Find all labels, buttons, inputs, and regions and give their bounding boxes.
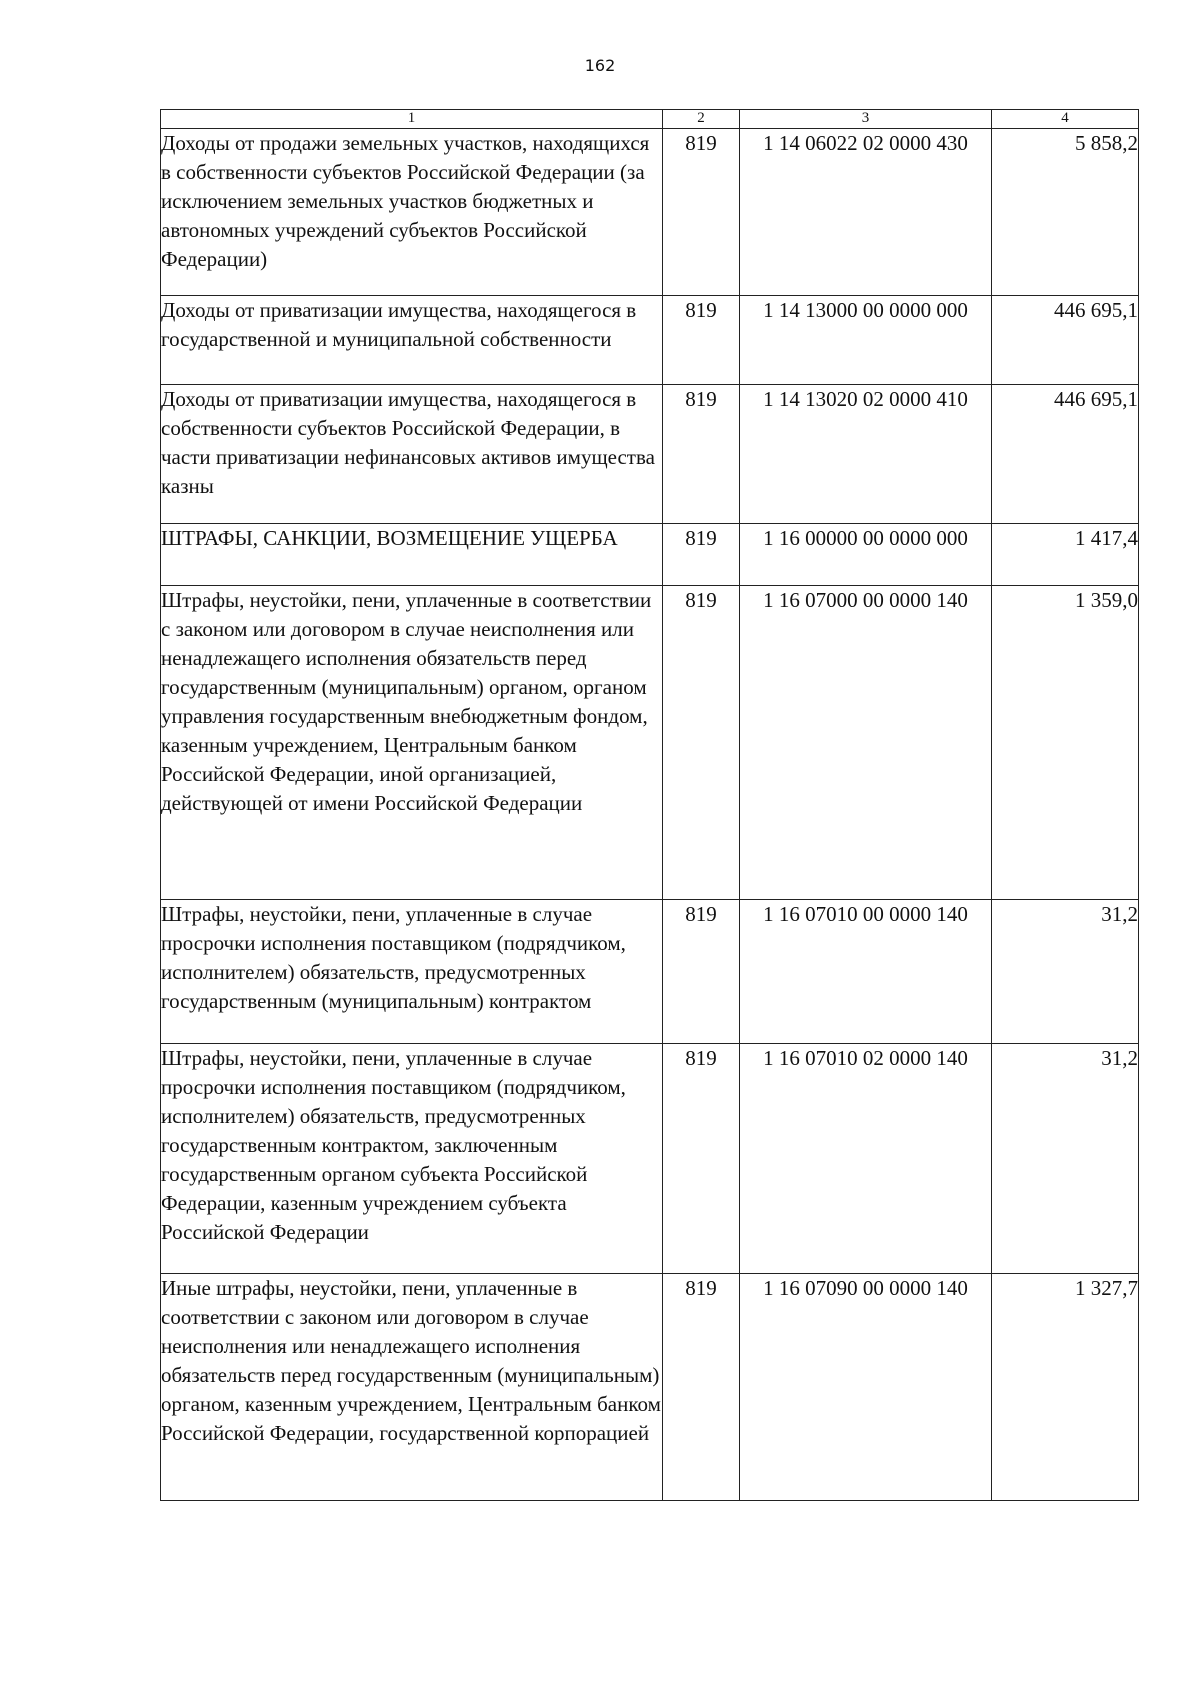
row-name: Доходы от приватизации имущества, находящегося в собственности субъектов Российской Федерации, в части приватизации нефинансовых активов имущества казны	[161, 385, 663, 524]
row-sum: 31,2	[992, 900, 1139, 1044]
row-sum: 1 417,4	[992, 524, 1139, 586]
row-kbk-code: 1 16 07090 00 0000 140	[740, 1274, 992, 1501]
row-sum: 5 858,2	[992, 129, 1139, 296]
row-admin-code: 819	[663, 586, 740, 900]
row-admin-code: 819	[663, 524, 740, 586]
row-admin-code: 819	[663, 385, 740, 524]
table-row	[161, 586, 1139, 900]
column-header-sum: 4	[992, 110, 1139, 129]
column-header-admin: 2	[663, 110, 740, 129]
table-row	[161, 900, 1139, 1044]
table-row	[161, 385, 1139, 524]
row-name: Штрафы, неустойки, пени, уплаченные в случае просрочки исполнения поставщиком (подрядчиком, исполнителем) обязательств, предусмотренных государственным контрактом, заключенным государственным органом субъекта Российской Федерации, казенным учреждением субъекта Российской Федерации	[161, 1044, 663, 1274]
column-header-name: 1	[161, 110, 663, 129]
table-row	[161, 524, 1139, 586]
row-name: Штрафы, неустойки, пени, уплаченные в соответствии с законом или договором в случае неисполнения или ненадлежащего исполнения обязательств перед государственным (муниципальным) органом, органом управления государственным внебюджетным фондом, казенным учреждением, Центральным банком Российской Федерации, иной организацией, действующей от имени Российской Федерации	[161, 586, 663, 900]
row-admin-code: 819	[663, 900, 740, 1044]
row-kbk-code: 1 14 13000 00 0000 000	[740, 296, 992, 385]
row-admin-code: 819	[663, 129, 740, 296]
row-name: ШТРАФЫ, САНКЦИИ, ВОЗМЕЩЕНИЕ УЩЕРБА	[161, 524, 663, 586]
table-row	[161, 129, 1139, 296]
row-sum: 446 695,1	[992, 296, 1139, 385]
row-kbk-code: 1 14 13020 02 0000 410	[740, 385, 992, 524]
revenue-table	[160, 109, 1139, 1501]
row-sum: 31,2	[992, 1044, 1139, 1274]
table-row	[161, 1274, 1139, 1501]
table-header-row	[161, 110, 1139, 129]
table-row	[161, 1044, 1139, 1274]
page-number: 162	[584, 56, 616, 75]
row-admin-code: 819	[663, 1274, 740, 1501]
row-kbk-code: 1 16 00000 00 0000 000	[740, 524, 992, 586]
table-row	[161, 296, 1139, 385]
row-sum: 1 359,0	[992, 586, 1139, 900]
row-admin-code: 819	[663, 296, 740, 385]
row-sum: 1 327,7	[992, 1274, 1139, 1501]
row-admin-code: 819	[663, 1044, 740, 1274]
row-kbk-code: 1 16 07000 00 0000 140	[740, 586, 992, 900]
column-header-kbk: 3	[740, 110, 992, 129]
row-name: Иные штрафы, неустойки, пени, уплаченные в соответствии с законом или договором в случае неисполнения или ненадлежащего исполнения обязательств перед государственным (муниципальным) органом, казенным учреждением, Центральным банком Российской Федерации, государственной корпорацией	[161, 1274, 663, 1501]
row-name: Доходы от продажи земельных участков, находящихся в собственности субъектов Российской Федерации (за исключением земельных участков бюджетных и автономных учреждений субъектов Российской Федерации)	[161, 129, 663, 296]
row-kbk-code: 1 14 06022 02 0000 430	[740, 129, 992, 296]
row-name: Доходы от приватизации имущества, находящегося в государственной и муниципальной собственности	[161, 296, 663, 385]
row-kbk-code: 1 16 07010 00 0000 140	[740, 900, 992, 1044]
row-name: Штрафы, неустойки, пени, уплаченные в случае просрочки исполнения поставщиком (подрядчиком, исполнителем) обязательств, предусмотренных государственным (муниципальным) контрактом	[161, 900, 663, 1044]
row-sum: 446 695,1	[992, 385, 1139, 524]
row-kbk-code: 1 16 07010 02 0000 140	[740, 1044, 992, 1274]
